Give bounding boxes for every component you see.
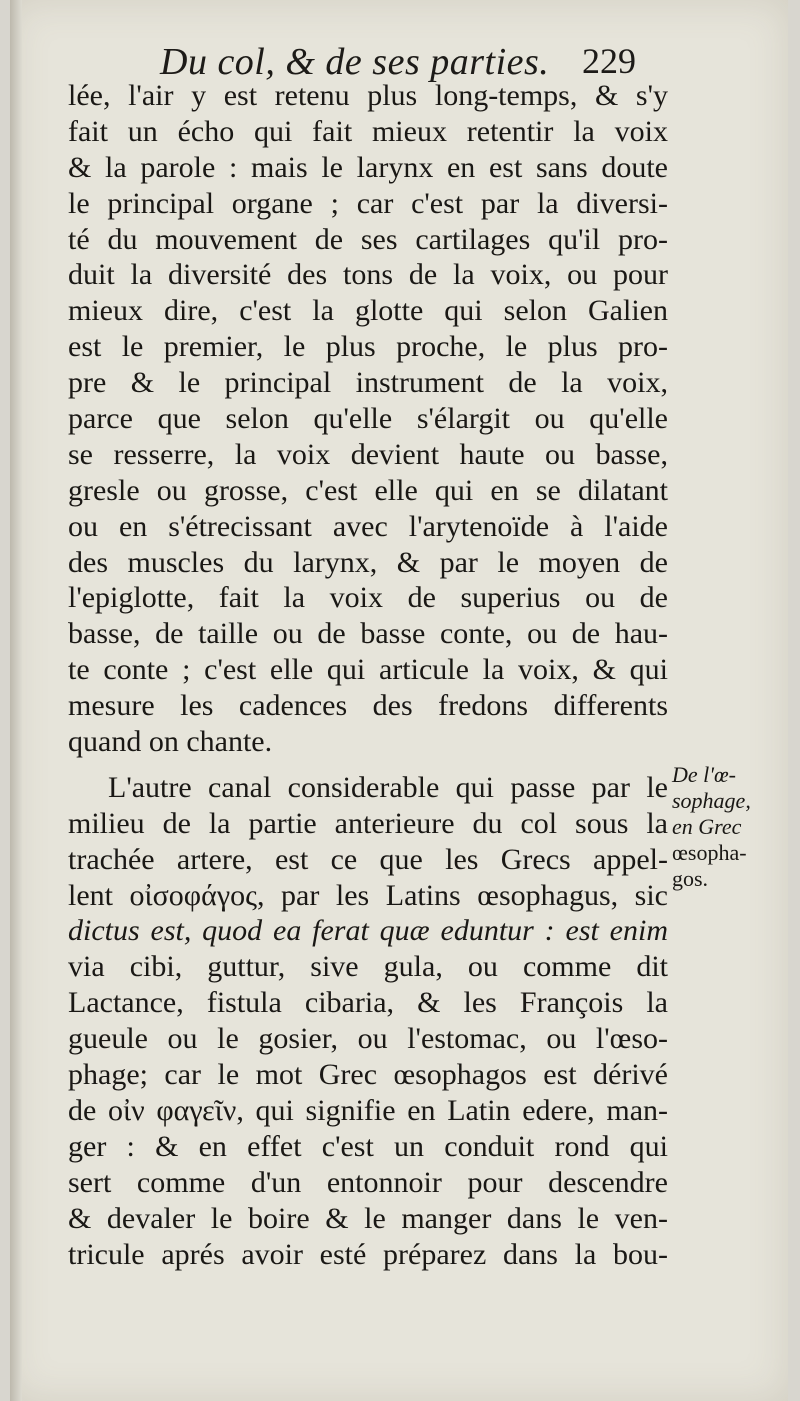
text-line: milieu de la partie anterieure du col sous la <box>68 806 668 840</box>
margin-note <box>672 762 790 892</box>
text-line: des muscles du larynx, & par le moyen de <box>68 545 668 579</box>
text-line: basse, de taille ou de basse conte, ou de hau- <box>68 617 668 651</box>
text-line: trachée artere, est ce que les Grecs appel- <box>68 842 668 876</box>
text-line: lent οἰσοφάγος, par les Latins œsophagus, sic <box>68 878 668 912</box>
margin-note-line: en Grec <box>672 814 742 839</box>
text-line: phage; car le mot Grec œsophagos est dérivé <box>68 1058 668 1092</box>
text-line: parce que selon qu'elle s'élargit ou qu'elle <box>68 402 668 436</box>
text-line: lée, l'air y est retenu plus long-temps, & s'y <box>68 79 668 112</box>
book-page <box>10 0 788 1401</box>
text-line: tricule aprés avoir esté préparez dans la bou- <box>68 1237 668 1271</box>
text-line: pre & le principal instrument de la voix, <box>68 366 668 400</box>
text-line: té du mouvement de ses cartilages qu'il pro- <box>68 222 668 256</box>
text-line: sert comme d'un entonnoir pour descendre <box>68 1165 668 1199</box>
text-line: duit la diversité des tons de la voix, ou pour <box>68 258 668 292</box>
text-line: se resserre, la voix devient haute ou basse, <box>68 437 668 471</box>
margin-note-line: sophage, <box>672 788 751 813</box>
margin-note-line: gos. <box>672 866 709 891</box>
page-spine-shadow <box>10 0 22 1401</box>
text-line: est le premier, le plus proche, le plus pro- <box>68 330 668 364</box>
text-line: fait un écho qui fait mieux retentir la voix <box>68 114 668 148</box>
text-line: ger : & en effet c'est un conduit rond qui <box>68 1129 668 1163</box>
text-line: dictus est, quod ea ferat quæ eduntur : est enim <box>68 914 668 948</box>
text-line: ou en s'étrecissant avec l'arytenoïde à l'aide <box>68 509 668 543</box>
page-number: 229 <box>582 41 636 81</box>
text-line: mieux dire, c'est la glotte qui selon Galien <box>68 294 668 328</box>
text-line: le principal organe ; car c'est par la diversi- <box>68 186 668 220</box>
body-text <box>68 78 668 1272</box>
text-line: gueule ou le gosier, ou l'estomac, ou l'œso- <box>68 1022 668 1056</box>
text-line-paragraph-end: quand on chante. <box>68 725 273 759</box>
text-line-paragraph-start: L'autre canal considerable qui passe par le <box>108 770 668 804</box>
text-line: gresle ou grosse, c'est elle qui en se dilatant <box>68 473 668 507</box>
text-line: Lactance, fistula cibaria, & les François la <box>68 986 668 1020</box>
margin-note-line: De l'œ- <box>672 762 736 787</box>
text-line: & la parole : mais le larynx en est sans doute <box>68 150 668 184</box>
text-line: l'epiglotte, fait la voix de superius ou de <box>68 581 668 615</box>
margin-note-line: œsopha- <box>672 840 747 865</box>
running-head: Du col, & de ses parties. <box>160 41 550 83</box>
text-line: via cibi, guttur, sive gula, ou comme dit <box>68 950 668 984</box>
text-line: de οἰν φαγεῖν, qui signifie en Latin edere, man- <box>68 1093 668 1127</box>
text-line: te conte ; c'est elle qui articule la voix, & qui <box>68 653 668 687</box>
text-line: & devaler le boire & le manger dans le ven- <box>68 1201 668 1235</box>
text-line: mesure les cadences des fredons differents <box>68 689 668 723</box>
